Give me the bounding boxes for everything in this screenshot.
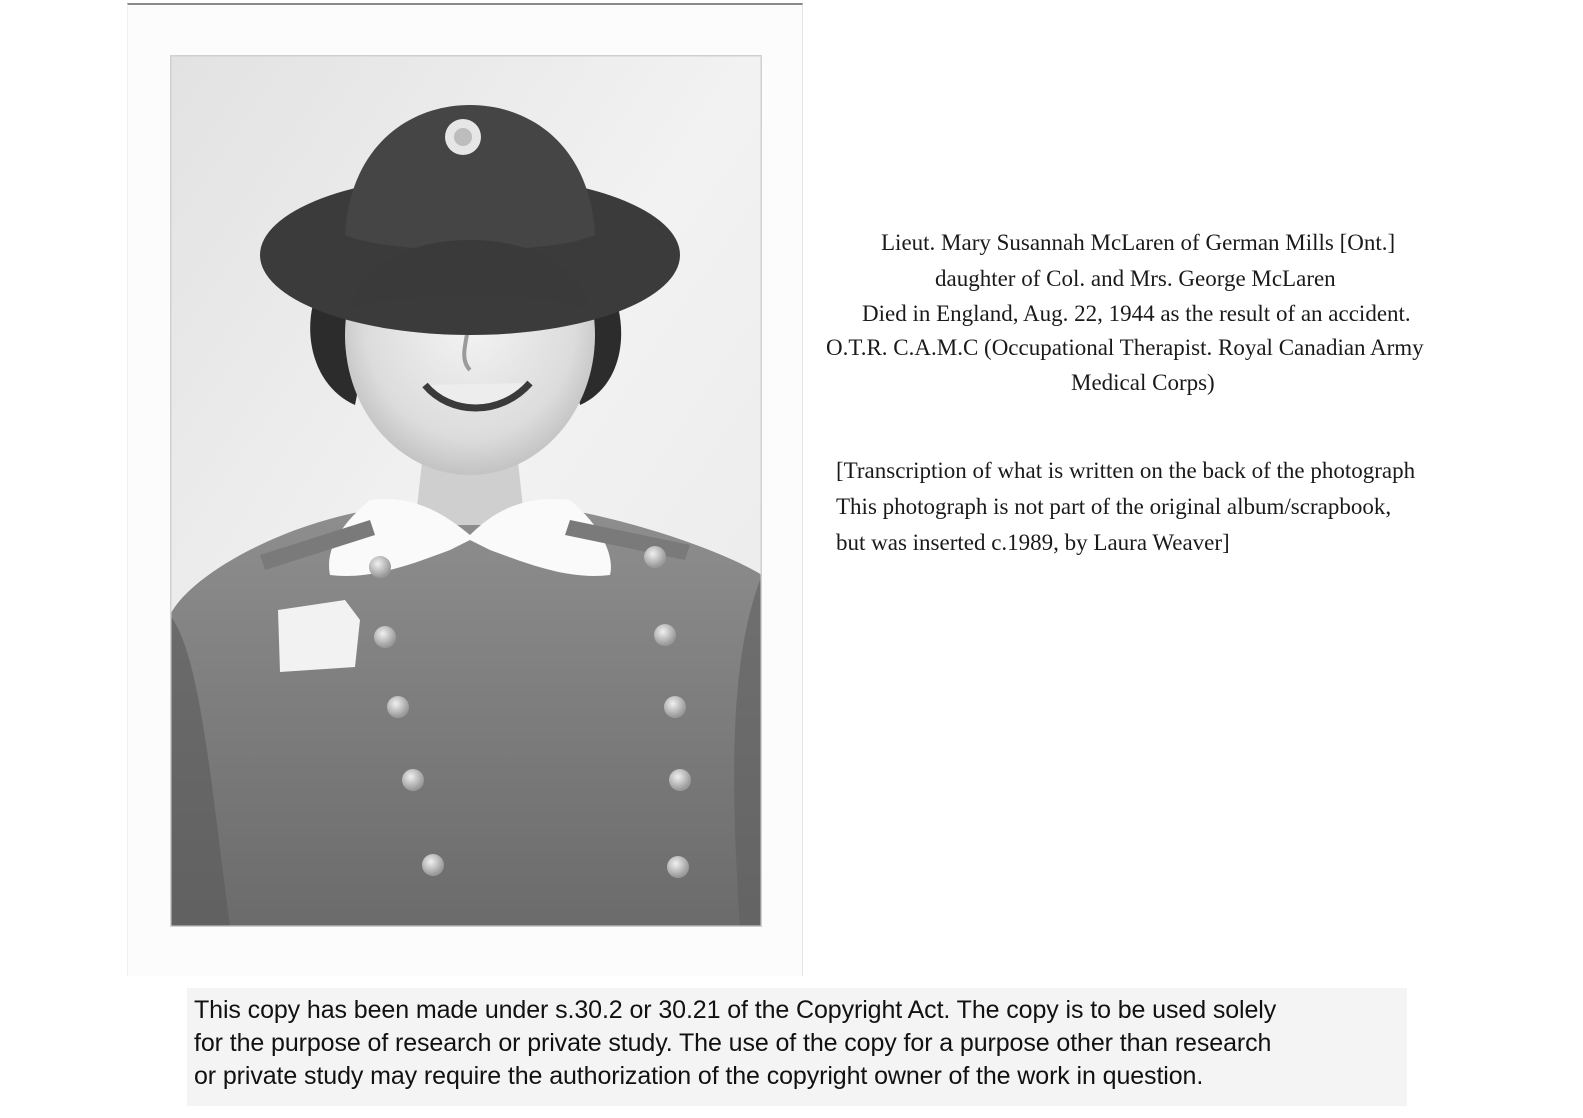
caption-line: O.T.R. C.A.M.C (Occupational Therapist. Royal Canadian Army	[826, 335, 1424, 360]
portrait-photo-icon	[170, 55, 762, 927]
portrait-photograph	[170, 55, 762, 927]
caption-line: daughter of Col. and Mrs. George McLaren	[935, 266, 1336, 291]
notice-line: for the purpose of research or private study. The use of the copy for a purpose other than research	[194, 1029, 1272, 1057]
transcription-line: but was inserted c.1989, by Laura Weaver]	[836, 530, 1230, 555]
transcription-line: [Transcription of what is written on the back of the photograph	[836, 458, 1416, 483]
notice-line: or private study may require the authorization of the copyright owner of the work in question.	[194, 1062, 1204, 1090]
transcription-note	[836, 453, 1516, 561]
transcription-line: This photograph is not part of the original album/scrapbook,	[836, 494, 1392, 519]
caption-line: Lieut. Mary Susannah McLaren of German Mills [Ont.]	[881, 230, 1396, 255]
caption-line: Medical Corps)	[1071, 370, 1215, 395]
caption-line: Died in England, Aug. 22, 1944 as the result of an accident.	[862, 301, 1411, 326]
notice-line: This copy has been made under s.30.2 or 30.21 of the Copyright Act. The copy is to be used solely	[194, 996, 1277, 1024]
copyright-notice	[187, 988, 1407, 1106]
